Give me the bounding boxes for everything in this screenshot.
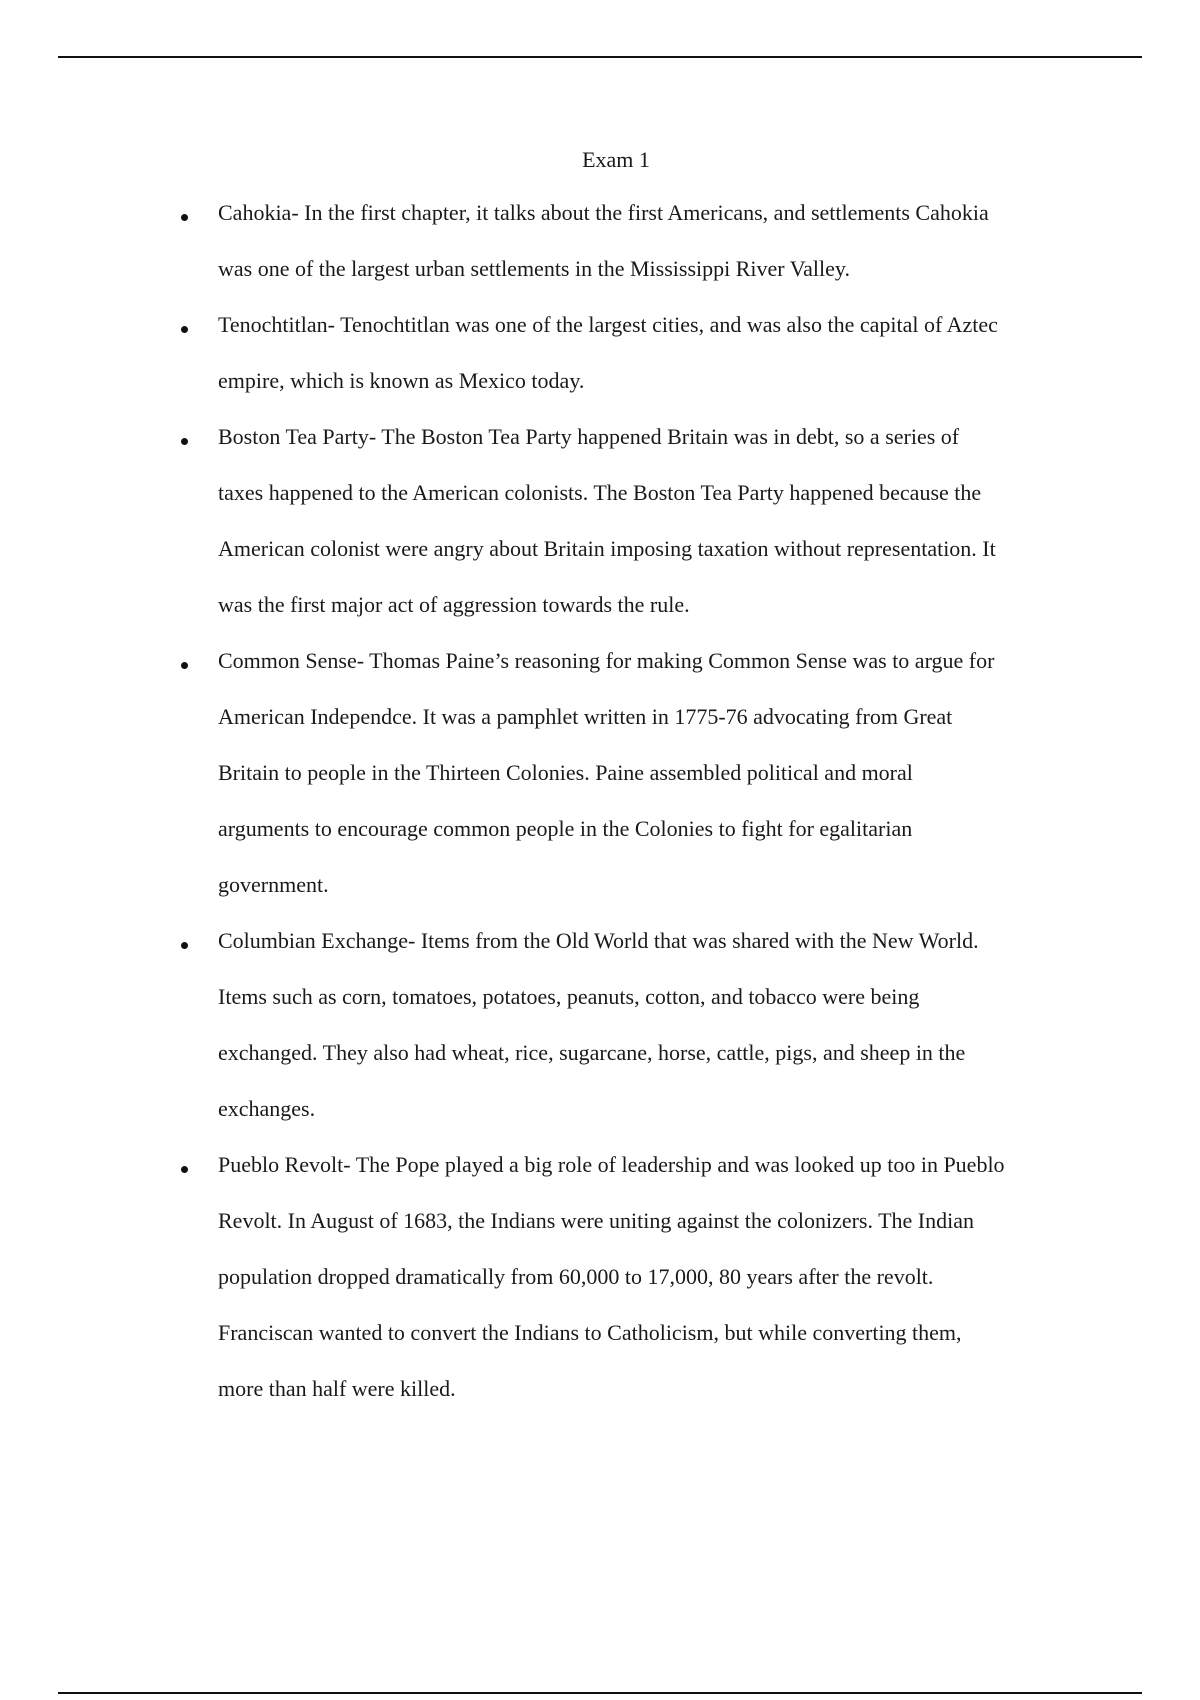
text-line: Pueblo Revolt- The Pope played a big role of leadership and was looked up too in Pueblo xyxy=(218,1152,1005,1177)
bullet-list xyxy=(0,197,1200,1429)
text-line: more than half were killed. xyxy=(218,1376,456,1401)
text-line: Cahokia- In the first chapter, it talks about the first Americans, and settlements Cahokia xyxy=(218,200,989,225)
text-line: Common Sense- Thomas Paine’s reasoning for making Common Sense was to argue for xyxy=(218,648,995,673)
bullet-icon xyxy=(181,438,188,445)
bullet-icon xyxy=(181,662,188,669)
document-title: Exam 1 xyxy=(582,147,650,172)
bullet-icon xyxy=(181,1166,188,1173)
list-item-boston-tea-party xyxy=(0,421,1200,645)
list-item-pueblo-revolt xyxy=(0,1149,1200,1429)
text-line: Tenochtitlan- Tenochtitlan was one of the largest cities, and was also the capital of Aztec xyxy=(218,312,998,337)
text-line: empire, which is known as Mexico today. xyxy=(218,368,585,393)
text-line: American Independce. It was a pamphlet written in 1775-76 advocating from Great xyxy=(218,704,953,729)
text-line: Revolt. In August of 1683, the Indians were uniting against the colonizers. The Indian xyxy=(218,1208,974,1233)
text-line: population dropped dramatically from 60,000 to 17,000, 80 years after the revolt. xyxy=(218,1264,934,1289)
bullet-icon xyxy=(181,942,188,949)
text-line: Columbian Exchange- Items from the Old World that was shared with the New World. xyxy=(218,928,979,953)
bullet-icon xyxy=(181,214,188,221)
list-item-tenochtitlan xyxy=(0,309,1200,421)
bullet-icon xyxy=(181,326,188,333)
text-line: government. xyxy=(218,872,329,897)
text-line: exchanged. They also had wheat, rice, sugarcane, horse, cattle, pigs, and sheep in the xyxy=(218,1040,966,1065)
text-line: American colonist were angry about Britain imposing taxation without representation. It xyxy=(218,536,996,561)
text-line: was one of the largest urban settlements in the Mississippi River Valley. xyxy=(218,256,850,281)
text-line: Items such as corn, tomatoes, potatoes, peanuts, cotton, and tobacco were being xyxy=(218,984,920,1009)
list-item-common-sense xyxy=(0,645,1200,925)
text-line: arguments to encourage common people in the Colonies to fight for egalitarian xyxy=(218,816,913,841)
text-line: Britain to people in the Thirteen Colonies. Paine assembled political and moral xyxy=(218,760,913,785)
text-line: Boston Tea Party- The Boston Tea Party happened Britain was in debt, so a series of xyxy=(218,424,960,449)
list-item-columbian-exchange xyxy=(0,925,1200,1149)
text-line: exchanges. xyxy=(218,1096,316,1121)
text-line: taxes happened to the American colonists. The Boston Tea Party happened because the xyxy=(218,480,982,505)
text-line: was the first major act of aggression towards the rule. xyxy=(218,592,690,617)
list-item-cahokia xyxy=(0,197,1200,309)
bottom-rule xyxy=(58,1692,1142,1694)
top-rule xyxy=(58,56,1142,58)
text-line: Franciscan wanted to convert the Indians to Catholicism, but while converting them, xyxy=(218,1320,962,1345)
